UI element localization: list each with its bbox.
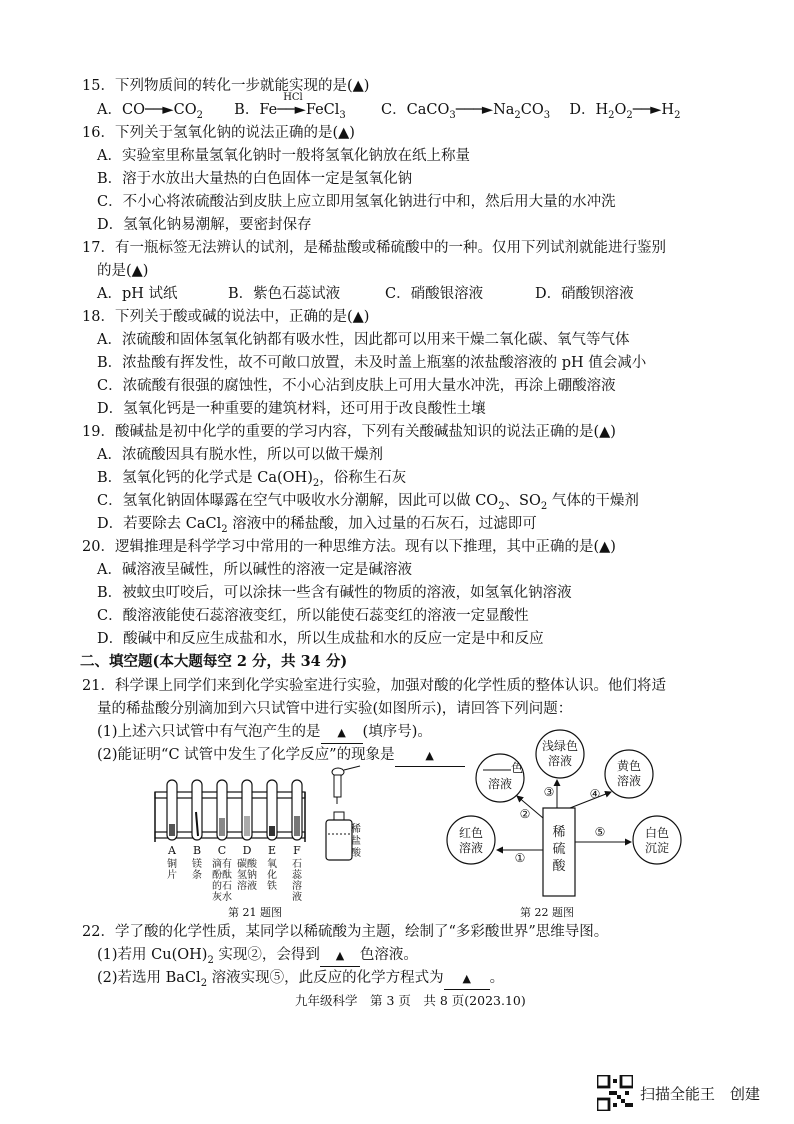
q18-option-a: A．浓硫酸和固体氢氧化钠都有吸水性，因此都可以用来干燥二氧化碳、氧气等气体 xyxy=(97,332,630,348)
q16-option-c: C．不小心将浓硫酸沾到皮肤上应立即用氢氧化钠进行中和，然后用大量的水冲洗 xyxy=(97,194,616,210)
node4-text: 溶液 xyxy=(616,774,642,788)
answer-blank: ▲ xyxy=(395,746,465,767)
tube-letter-d: D xyxy=(242,844,252,857)
bottle-label-text: 酸 xyxy=(351,848,361,859)
figure-21 xyxy=(150,762,365,922)
node1-text: 红色 xyxy=(458,826,484,840)
q20-option-b: B．被蚊虫叮咬后，可以涂抹一些含有碱性的物质的溶液，如氢氧化钠溶液 xyxy=(97,585,572,601)
dropper-icon xyxy=(332,766,360,804)
q18-option-b: B．浓盐酸有挥发性，故不可敞口放置，未及时盖上瓶塞的浓盐酸溶液的 pH 值会减小 xyxy=(97,355,647,371)
q15-c: C．$CaCO_3───►Na_2CO_3$ xyxy=(381,102,551,121)
tube-a xyxy=(167,780,177,840)
test-tubes xyxy=(167,780,302,840)
page-footer: 九年级科学 第 3 页 共 8 页(2023.10) xyxy=(295,993,526,1008)
node1-text: 溶液 xyxy=(458,841,484,855)
tube-name-text: 铁 xyxy=(267,881,277,892)
q17-option-d: D．硝酸钡溶液 xyxy=(535,286,634,302)
q16-stem: 16．下列关于氢氧化钠的说法正确的是(▲) xyxy=(82,125,355,141)
tube-name-text: 灰水 xyxy=(212,892,232,903)
q20-option-d: D．酸碱中和反应生成盐和水，所以生成盐和水的反应一定是中和反应 xyxy=(97,631,544,647)
tube-name-text: 条 xyxy=(192,870,202,881)
tube-f xyxy=(292,780,302,840)
node5-text: 白色 xyxy=(644,826,670,840)
tube-name-text: 镁 xyxy=(192,859,202,870)
tube-name-text: 液 xyxy=(292,892,302,903)
answer-blank: ▲ xyxy=(320,946,360,967)
tube-name-text: 化 xyxy=(267,870,277,881)
arrow-number-5: ⑤ xyxy=(594,825,606,839)
tube-letter-f: F xyxy=(293,844,301,857)
scanner-brand: 扫描全能王 创建 xyxy=(640,1085,761,1103)
node2-text: 溶液 xyxy=(487,777,513,791)
q22-part2: (2)若选用 BaCl$_2$ 溶液实现⑤，此反应的化学方程式为 ▲ 。 xyxy=(97,970,505,989)
node3-text: 溶液 xyxy=(547,754,573,768)
q19-stem: 19．酸碱盐是初中化学的重要的学习内容，下列有关酸碱盐知识的说法正确的是(▲) xyxy=(82,424,616,440)
q15-d: D．$H_2O_2──►H_2$ xyxy=(569,102,681,121)
tube-name-text: 溶 xyxy=(292,881,302,892)
q18-option-c: C．浓硫酸有很强的腐蚀性，不小心沾到皮肤上可用大量水冲洗，再涂上硼酸溶液 xyxy=(97,378,616,394)
q19-option-c: C．氢氧化钠固体曝露在空气中吸收水分潮解，因此可以做 $CO_2$、$SO_2$ 气体的干燥剂 xyxy=(97,493,639,512)
q21-stem-cont: 量的稀盐酸分别滴加到六只试管中进行实验(如图所示)，请回答下列问题： xyxy=(97,701,573,717)
q18-option-d: D．氢氧化钙是一种重要的建筑材料，还可用于改良酸性土壤 xyxy=(97,401,486,417)
arrow-number-3: ③ xyxy=(543,785,555,799)
q16-option-d: D．氢氧化钠易潮解，要密封保存 xyxy=(97,217,312,233)
tube-labels xyxy=(167,844,303,903)
tube-name-text: 蕊 xyxy=(292,870,302,881)
q21-part1: (1)上述六只试管中有气泡产生的是 ▲ (填序号)。 xyxy=(97,722,432,744)
center-label-text: 酸 xyxy=(552,859,566,874)
tube-d xyxy=(242,780,252,840)
q21-part2: (2)能证明“C 试管中发生了化学反应”的现象是 ▲ xyxy=(97,745,465,767)
node2-text: 色 xyxy=(510,761,524,775)
tube-name-text: 的石 xyxy=(212,881,232,892)
bottle-label-text: 稀 xyxy=(351,824,361,835)
q20-option-c: C．酸溶液能使石蕊溶液变红，所以能使石蕊变红的溶液一定显酸性 xyxy=(97,608,529,624)
node3-text: 浅绿色 xyxy=(541,739,579,753)
node-5 xyxy=(633,816,681,864)
bottle-label xyxy=(351,822,362,859)
arrow-number-1: ① xyxy=(514,851,526,865)
tube-letter-c: C xyxy=(217,844,227,857)
tube-name-text: 氢钠 xyxy=(237,870,257,881)
tube-name-text: 溶液 xyxy=(237,881,257,892)
q15-b: B．Fe HCl ──►FeCl$_3$ xyxy=(234,102,346,118)
q16-option-b: B．溶于水放出大量热的白色固体一定是氢氧化钠 xyxy=(97,171,413,187)
q19-option-b: B．氢氧化钙的化学式是 $Ca(OH)_2$，俗称生石灰 xyxy=(97,470,407,489)
q17-stem: 17．有一瓶标签无法辨认的试剂，是稀盐酸或稀硫酸中的一种。仅用下列试剂就能进行鉴别 xyxy=(82,240,666,256)
q18-stem: 18．下列关于酸或碱的说法中，正确的是(▲) xyxy=(82,309,370,325)
tube-letter-a: A xyxy=(168,844,176,857)
tube-name-text: 滴有 xyxy=(212,859,232,870)
reagent-hcl: HCl xyxy=(283,92,303,103)
node-1 xyxy=(447,816,495,864)
tube-name-text: 碳酸 xyxy=(237,859,257,870)
tube-b xyxy=(192,780,202,840)
tube-e xyxy=(267,780,277,840)
arrow-number-4: ④ xyxy=(589,787,601,801)
qr-code-icon xyxy=(597,1075,633,1111)
q20-option-a: A．碱溶液呈碱性，所以碱性的溶液一定是碱溶液 xyxy=(97,562,412,578)
bottle-label-text: 盐 xyxy=(351,836,361,847)
arrow-number-2: ② xyxy=(519,807,531,821)
q17-option-b: B．紫色石蕊试液 xyxy=(228,286,341,302)
tube-letter-b: B xyxy=(192,844,202,857)
tube-name-text: 酚酞 xyxy=(212,870,232,881)
tube-name-text: 片 xyxy=(167,870,177,881)
center-label-text: 稀 xyxy=(552,825,566,840)
tube-name-text: 氧 xyxy=(267,859,277,870)
q15-options xyxy=(97,92,681,121)
q19-option-d: D．若要除去 CaCl$_2$ 溶液中的稀盐酸，加入过量的石灰石，过滤即可 xyxy=(97,516,537,535)
q22-part1: (1)若用 $Cu(OH)_2$ 实现②，会得到 ▲ 色溶液。 xyxy=(97,947,418,966)
q20-stem: 20．逻辑推理是科学学习中常用的一种思维方法。现有以下推理，其中正确的是(▲) xyxy=(82,539,616,555)
node5-text: 沉淀 xyxy=(644,841,670,855)
q17-option-a: A．pH 试纸 xyxy=(97,286,178,302)
tube-name-text: 铜 xyxy=(167,859,177,870)
section-heading: 二、填空题(本大题每空 2 分，共 34 分) xyxy=(80,653,348,670)
answer-blank: ▲ xyxy=(444,969,490,990)
tube-letter-e: E xyxy=(267,844,277,857)
q15-stem: 15．下列物质间的转化一步就能实现的是(▲) xyxy=(82,78,370,94)
answer-blank: ▲ xyxy=(321,723,363,744)
figure-22-caption: 第 22 题图 xyxy=(520,906,574,919)
q16-option-a: A．实验室里称量氢氧化钠时一般将氢氧化钠放在纸上称量 xyxy=(97,148,470,164)
q19-option-a: A．浓硫酸因具有脱水性，所以可以做干燥剂 xyxy=(97,447,383,463)
node4-text: 黄色 xyxy=(616,759,642,773)
acid-bottle-icon xyxy=(326,812,352,860)
figure-22 xyxy=(445,728,700,903)
figure-21-caption: 第 21 题图 xyxy=(228,906,282,919)
q17-option-c: C．硝酸银溶液 xyxy=(385,286,484,302)
q21-stem: 21．科学课上同学们来到化学实验室进行实验，加强对酸的化学性质的整体认识。他们将适 xyxy=(82,678,666,694)
center-label-text: 硫 xyxy=(552,842,566,857)
q22-stem: 22．学了酸的化学性质，某同学以稀硫酸为主题，绘制了“多彩酸世界”思维导图。 xyxy=(82,924,609,940)
q15-a: A．$CO──►CO_2$ xyxy=(97,102,203,121)
tube-name-text: 石 xyxy=(292,859,302,870)
q17-stem-cont: 的是(▲) xyxy=(97,263,149,279)
tube-c xyxy=(217,780,227,840)
